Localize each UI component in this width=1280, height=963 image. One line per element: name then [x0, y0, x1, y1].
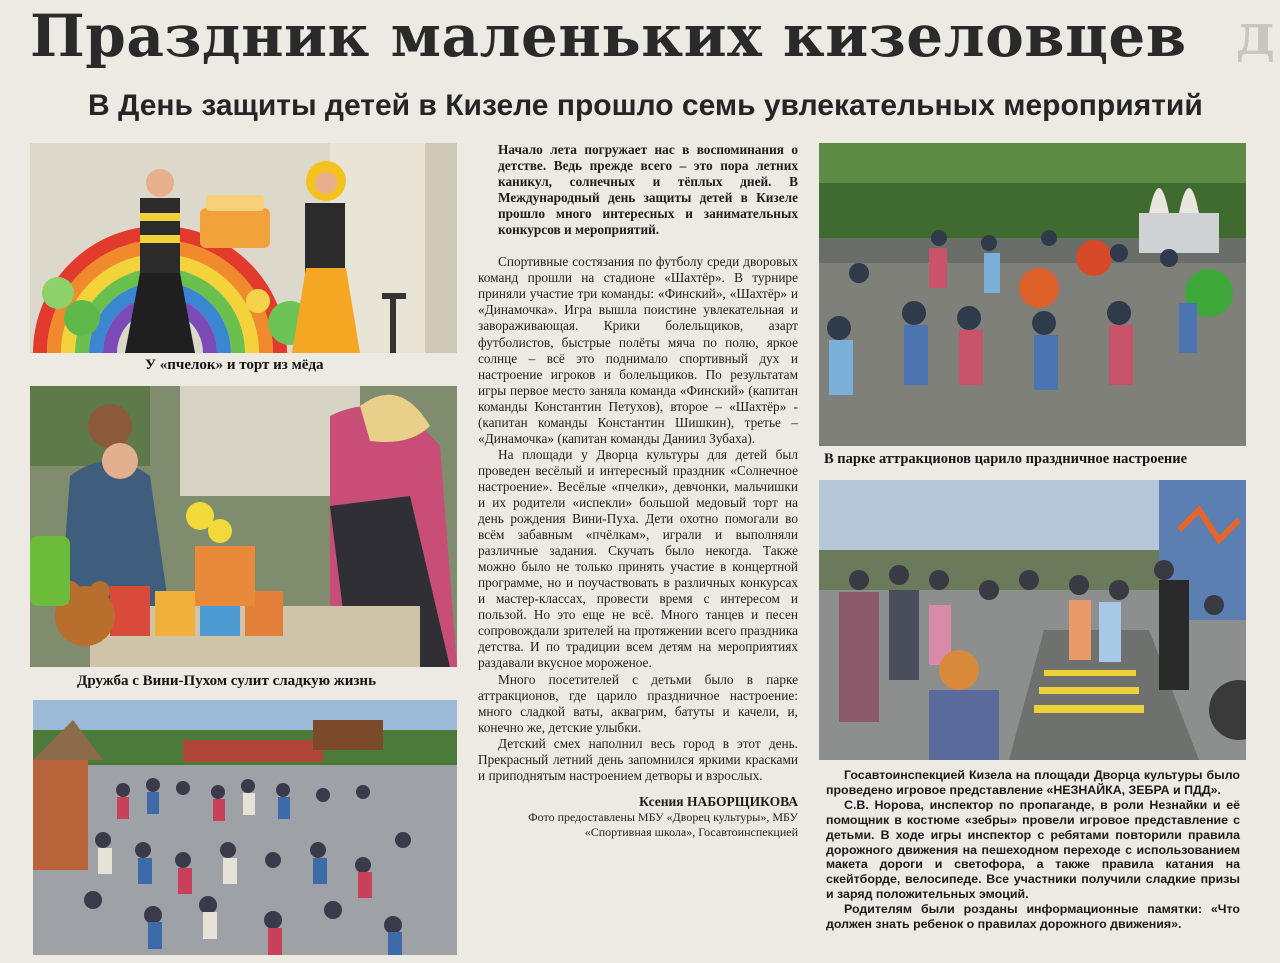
traffic-note: С.В. Норова, инспектор по пропаганде, в роли Незнайки и её помощник в костюме «зебры» провели игровое представление с детьми. В ходе игры инспектор с ребятами повторили правила дорожного движения на пешеходном переходе с использованием макета дороги и светофора, а также правила катания на скейтборде, велосипеде. Все участники получили сладкие призы и заряд положительных эмоций. [826, 797, 1240, 902]
photo-bees-cake [30, 143, 457, 353]
article-paragraph: Детский смех наполнил весь город в этот день. Прекрасный летний день запомнился яркими красками и приподнятым настроением детворы и взрослых. [478, 735, 798, 783]
bleed-through-text: д [1236, 0, 1275, 68]
photo-pooh-table [30, 386, 457, 667]
article-paragraph: На площади у Дворца культуры для детей был проведен весёлый и интересный праздник «Солнечное настроение». Весёлые «пчелки», девчонки, мальчишки и их родители «испекли» большой медовый торт на день рождения Вини-Пуха. Дети охотно помогали во всём забавным «пчёлкам», играли и выполняли различные задания. Скучать было некогда. Также можно было не только принять участие в концертной программе, но и поучаствовать в различных конкурсах и мастер-классах, провести время с интересом и пользой. Но это еще не всё. Много танцев и песен сопровождали зрителей на протяжении всего праздника детства. И по традиции всем детям на мероприятиях раздавали вкусное мороженое. [478, 446, 798, 671]
subheadline: В День защиты детей в Кизеле прошло семь увлекательных мероприятий [88, 89, 1203, 122]
traffic-note: Госавтоинспекцией Кизела на площади Дворца культуры было проведено игровое представление «НЕЗНАЙКА, ЗЕБРА и ПДД». [826, 768, 1240, 797]
traffic-notes [826, 768, 1240, 932]
photo-amusement-park [819, 143, 1246, 446]
article-paragraph: Много посетителей с детьми было в парке аттракционов, где царило праздничное настроение: много сладкой ваты, аквагрим, батуты и качели, и, конечно же, детские улыбки. [478, 671, 798, 735]
traffic-note: Родителям были розданы информационные памятки: «Что должен знать ребенок о правилах дорожного движения». [826, 902, 1240, 932]
article-column [478, 142, 798, 840]
article-author: Ксения НАБОРЩИКОВА [639, 793, 798, 809]
article-lead: Начало лета погружает нас в воспоминания о детстве. Ведь прежде всего – это пора летних каникул, солнечных и тёплых дней. В Международный день защиты детей в Кизеле прошло много интересных и занимательных конкурсов и мероприятий. [498, 142, 798, 238]
caption-park: В парке аттракционов царило праздничное настроение [824, 451, 1188, 467]
article-paragraph: Спортивные состязания по футболу среди дворовых команд прошли на стадионе «Шахтёр». В турнире приняли участие три команды: «Финский», «Шахтёр» и «Динамочка». Игра вышла поистине увлекательная и завораживающая. Крики болельщиков, азарт футболистов, быстрые полёты мяча по полю, яркое солнце – всё это поднимало спортивный дух и настроение игроков и болельщиков. По результатам игры первое место заняла команда «Финский» (капитан команды Константин Петухов), второе – «Шахтёр» - (капитан команды Константин Шишкин), третье – «Динамочка» (капитан команды Даниил Зубаха). [478, 254, 798, 446]
caption-pooh: Дружба с Вини-Пухом сулит сладкую жизнь [77, 673, 376, 689]
photo-square-dance [33, 700, 457, 955]
headline: Праздник маленьких кизеловцев [30, 2, 1187, 70]
photo-traffic-game [819, 480, 1246, 760]
photo-credits: Фото предоставлены МБУ «Дворец культуры», МБУ «Спортивная школа», Госавтоинспекцией [528, 809, 798, 839]
caption-bees: У «пчелок» и торт из мёда [145, 357, 324, 373]
